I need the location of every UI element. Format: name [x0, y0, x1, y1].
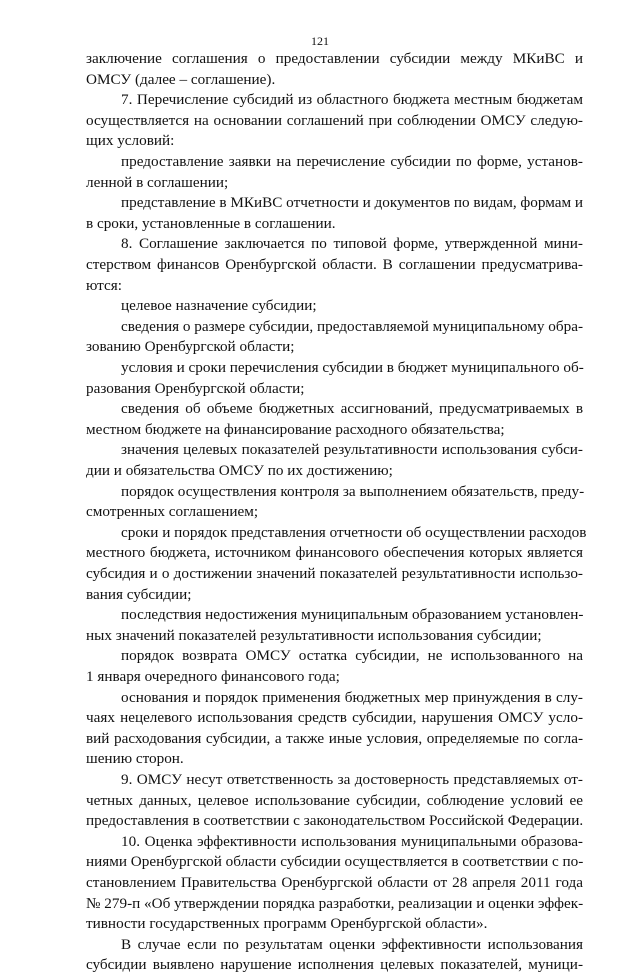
page-number: 121: [311, 34, 329, 48]
text-line: ниями Оренбургской области субсидии осуществляется в соответствии с по-: [86, 853, 584, 870]
text-line: 1 января очередного финансового года;: [86, 668, 340, 685]
text-line: 9. ОМСУ несут ответственность за достоверность представляемых от-: [121, 771, 583, 788]
text-line: разования Оренбургской области;: [86, 380, 305, 397]
text-line: сроки и порядок представления отчетности об осуществлении расходов: [121, 524, 587, 541]
text-line: сведения о размере субсидии, предоставляемой муниципальному обра-: [121, 318, 584, 335]
text-line: смотренных соглашением;: [86, 503, 259, 520]
text-line: порядок возврата ОМСУ остатка субсидии, не использованного на: [121, 647, 583, 664]
text-line: местном бюджете на финансирование расходного обязательства;: [86, 421, 505, 438]
text-line: представление в МКиВС отчетности и документов по видам, формам и: [121, 194, 583, 211]
text-line: субсидия и о достижении значений показателей результативности использо-: [86, 565, 583, 582]
text-line: ются:: [86, 277, 122, 294]
text-line: предоставление заявки на перечисление субсидии по форме, установ-: [121, 153, 583, 170]
text-line: становлением Правительства Оренбургской области от 28 апреля 2011 года: [86, 874, 583, 891]
text-line: заключение соглашения о предоставлении субсидии между МКиВС и: [86, 50, 583, 67]
text-line: в сроки, установленные в соглашении.: [86, 215, 336, 232]
text-line: предоставления в соответствии с законодательством Российской Федерации.: [86, 812, 584, 829]
text-line: значения целевых показателей результативности использования субси-: [121, 441, 583, 458]
text-line: В случае если по результатам оценки эффективности использования: [121, 936, 583, 953]
text-line: вий расходования субсидии, а также иные условия, определяемые по согла-: [86, 730, 583, 747]
text-line: целевое назначение субсидии;: [121, 297, 317, 314]
text-line: субсидии выявлено нарушение исполнения целевых показателей, муници-: [86, 956, 583, 973]
text-line: ных значений показателей результативности использования субсидии;: [86, 627, 542, 644]
text-line: зованию Оренбургской области;: [86, 338, 295, 355]
text-line: чаях нецелевого использования средств субсидии, нарушения ОМСУ усло-: [86, 709, 583, 726]
text-line: осуществляется на основании соглашений при соблюдении ОМСУ следую-: [86, 112, 583, 129]
text-line: 10. Оценка эффективности использования муниципальными образова-: [121, 833, 583, 850]
text-line: щих условий:: [86, 132, 175, 149]
text-line: 8. Соглашение заключается по типовой форме, утвержденной мини-: [121, 235, 583, 252]
text-line: ОМСУ (далее – соглашение).: [86, 71, 276, 88]
text-line: ленной в соглашении;: [86, 174, 229, 191]
text-line: порядок осуществления контроля за выполнением обязательств, преду-: [121, 483, 585, 500]
text-line: вания субсидии;: [86, 586, 192, 603]
text-line: четных данных, целевое использование субсидии, соблюдение условий ее: [86, 792, 583, 809]
text-line: последствия недостижения муниципальным образованием установлен-: [121, 606, 584, 623]
text-line: дии и обязательства ОМСУ по их достижению;: [86, 462, 393, 479]
text-line: № 279-п «Об утверждении порядка разработки, реализации и оценки эффек-: [86, 895, 584, 912]
text-line: сведения об объеме бюджетных ассигнований, предусматриваемых в: [121, 400, 583, 417]
text-line: стерством финансов Оренбургской области. В соглашении предусматрива-: [86, 256, 583, 273]
text-line: 7. Перечисление субсидий из областного бюджета местным бюджетам: [121, 91, 583, 108]
text-line: шению сторон.: [86, 750, 184, 767]
text-line: условия и сроки перечисления субсидии в бюджет муниципального об-: [121, 359, 584, 376]
text-line: тивности государственных программ Оренбургской области».: [86, 915, 488, 932]
text-line: основания и порядок применения бюджетных мер принуждения в слу-: [121, 689, 583, 706]
text-line: местного бюджета, источником финансового обеспечения которых является: [86, 544, 583, 561]
